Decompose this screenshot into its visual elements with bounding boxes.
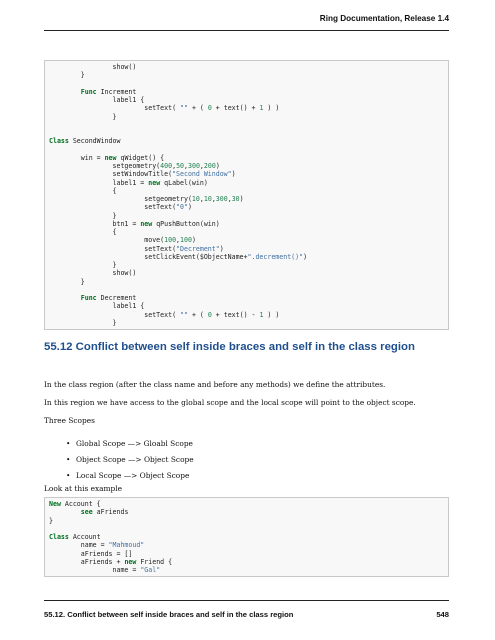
- code-token: qPushButton(win): [152, 219, 220, 228]
- code-token: + (: [187, 310, 208, 319]
- code-token: win =: [49, 153, 105, 162]
- code-token: aFriends +: [49, 557, 125, 566]
- code-line: [49, 294, 444, 302]
- list-item: • Local Scope —> Object Scope: [66, 468, 194, 484]
- page-number: 548: [436, 610, 449, 619]
- code-token: setWindowTitle(: [49, 170, 173, 179]
- code-token: ,: [172, 162, 177, 170]
- code-line: [49, 212, 444, 220]
- code-token: setClickEvent($ObjectName+: [49, 252, 248, 261]
- code-token: [49, 508, 81, 516]
- code-token: setgeometry(: [49, 195, 192, 203]
- code-token: Account: [68, 533, 101, 541]
- code-token: ".decrement()": [247, 252, 304, 261]
- code-line: [49, 203, 444, 211]
- code-token: ): [187, 203, 192, 212]
- code-line: [49, 88, 444, 96]
- paragraph-scope-access: In this region we have access to the global scope and the local scope will point to the object scope.: [44, 398, 416, 407]
- code-token: Friend {: [136, 557, 173, 566]
- code-token: qWidget() {: [116, 153, 165, 162]
- code-line: [49, 162, 444, 170]
- code-line: [49, 286, 444, 294]
- code-token: show(): [49, 269, 137, 278]
- code-token: 400: [160, 162, 173, 170]
- code-token: move(: [49, 236, 165, 245]
- code-text-top: [45, 61, 448, 329]
- code-line: [49, 319, 444, 327]
- code-token: "Second Window": [172, 170, 232, 179]
- code-line: [49, 533, 444, 541]
- paragraph-example: Look at this example: [44, 484, 123, 493]
- code-token: 300: [215, 195, 228, 203]
- code-token: ,: [227, 195, 232, 203]
- code-token: }: [49, 211, 117, 220]
- code-token: see: [80, 508, 93, 517]
- code-token: ): [215, 162, 220, 170]
- code-token: ): [191, 236, 196, 245]
- code-line: [49, 179, 444, 187]
- code-token: new: [104, 153, 117, 162]
- code-token: 1: [259, 310, 264, 319]
- code-line: [49, 261, 444, 269]
- code-token: btn1 =: [49, 219, 141, 228]
- code-token: label1 =: [49, 178, 149, 187]
- code-token: Class: [49, 137, 69, 146]
- code-token: 0: [207, 310, 212, 319]
- code-line: [49, 228, 444, 236]
- code-token: + text() -: [211, 310, 260, 319]
- running-header: Ring Documentation, Release 1.4: [319, 14, 449, 23]
- code-token: ,: [176, 236, 181, 245]
- code-token: setText(: [49, 310, 181, 319]
- code-token: 100: [164, 236, 177, 245]
- code-token: Account {: [60, 500, 101, 508]
- code-line: [49, 121, 444, 129]
- code-token: ,: [184, 162, 188, 170]
- code-line: [49, 113, 444, 121]
- code-token: [49, 294, 81, 302]
- code-token: ) ): [263, 310, 280, 319]
- code-line: [49, 517, 444, 525]
- code-token: "0": [176, 203, 188, 212]
- paragraph-class-region: In the class region (after the class name and before any methods) we define the attributes.: [44, 380, 386, 389]
- code-line: [49, 195, 444, 203]
- code-token: }: [49, 261, 117, 269]
- code-line: [49, 311, 444, 319]
- code-line: [49, 558, 444, 566]
- code-line: [49, 146, 444, 154]
- footer-rule: [44, 600, 449, 601]
- code-token: qLabel(win): [160, 178, 208, 187]
- code-token: ) ): [263, 104, 280, 113]
- code-token: 200: [203, 162, 216, 170]
- code-line: [49, 541, 444, 549]
- code-token: }: [49, 318, 117, 327]
- code-line: [49, 154, 444, 162]
- code-line: [49, 253, 444, 261]
- code-token: 50: [176, 162, 185, 170]
- code-token: ): [219, 244, 224, 253]
- code-token: 30: [231, 195, 240, 203]
- code-token: Func: [80, 87, 97, 96]
- footer-section-title: 55.12. Conflict between self inside braces and self in the class region: [44, 610, 294, 619]
- header-rule: [44, 30, 449, 31]
- code-token: "Decrement": [176, 244, 220, 253]
- code-token: ): [231, 170, 236, 179]
- code-token: Decrement: [96, 294, 137, 302]
- code-token: 100: [180, 236, 192, 245]
- code-token: 10: [203, 195, 212, 203]
- code-line: [49, 129, 444, 137]
- code-token: name =: [49, 566, 141, 574]
- code-token: ): [303, 252, 308, 261]
- code-token: setText(: [49, 244, 177, 253]
- list-item: • Object Scope —> Object Scope: [66, 452, 194, 468]
- code-block-bottom: [44, 497, 449, 577]
- code-line: [49, 137, 444, 145]
- code-token: + (: [187, 104, 208, 113]
- code-line: [49, 96, 444, 104]
- code-token: name =: [49, 541, 109, 550]
- code-token: [49, 88, 81, 96]
- code-line: [49, 187, 444, 195]
- section-title: 55.12 Conflict between self inside braces and self in the class region: [44, 341, 415, 353]
- code-line: [49, 245, 444, 253]
- code-line: [49, 550, 444, 558]
- code-line: [49, 278, 444, 286]
- code-line: [49, 525, 444, 533]
- code-line: [49, 236, 444, 244]
- code-token: 0: [207, 104, 212, 113]
- code-token: ,: [211, 195, 216, 203]
- code-line: [49, 104, 444, 112]
- code-line: [49, 302, 444, 310]
- code-token: aFriends: [92, 508, 129, 517]
- code-token: ,: [199, 162, 204, 170]
- code-token: "Mahmoud": [108, 541, 145, 550]
- code-line: [49, 269, 444, 277]
- code-token: ): [239, 195, 244, 203]
- code-token: ,: [199, 195, 204, 203]
- code-token: setText(: [49, 203, 177, 212]
- code-token: show(): [49, 63, 137, 71]
- code-line: [49, 80, 444, 88]
- code-token: "": [180, 310, 188, 319]
- list-item: • Global Scope —> Gloabl Scope: [66, 436, 194, 452]
- scope-list: [66, 436, 194, 484]
- code-line: [49, 566, 444, 574]
- code-token: }: [49, 112, 117, 121]
- code-token: 300: [188, 162, 200, 170]
- code-token: setText(: [49, 104, 181, 113]
- code-token: {: [49, 186, 117, 195]
- code-line: [49, 220, 444, 228]
- code-token: aFriends = []: [49, 549, 133, 558]
- code-token: New: [49, 500, 61, 508]
- paragraph-three-scopes: Three Scopes: [44, 416, 95, 425]
- code-token: 10: [191, 195, 200, 203]
- code-line: [49, 63, 444, 71]
- code-token: }: [49, 277, 85, 286]
- code-token: new: [148, 178, 161, 187]
- code-token: label1 {: [49, 302, 145, 311]
- code-line: [49, 71, 444, 79]
- code-token: 1: [259, 104, 264, 113]
- code-block-top: [44, 60, 449, 330]
- code-line: [49, 170, 444, 178]
- code-token: SecondWindow: [68, 137, 121, 146]
- code-token: new: [124, 557, 137, 566]
- code-token: Func: [80, 294, 97, 302]
- code-token: {: [49, 228, 117, 236]
- code-token: Increment: [96, 87, 137, 96]
- code-token: + text() +: [211, 104, 260, 113]
- code-token: }: [49, 71, 85, 80]
- code-text-bottom: [45, 498, 448, 576]
- code-token: setgeometry(: [49, 162, 161, 170]
- code-token: }: [49, 516, 53, 525]
- code-line: [49, 500, 444, 508]
- code-token: Class: [49, 533, 69, 541]
- code-token: new: [140, 219, 153, 228]
- running-footer: [44, 610, 449, 619]
- code-token: "Gal": [140, 566, 161, 574]
- code-line: [49, 508, 444, 516]
- code-token: label1 {: [49, 96, 145, 104]
- code-token: "": [180, 104, 188, 113]
